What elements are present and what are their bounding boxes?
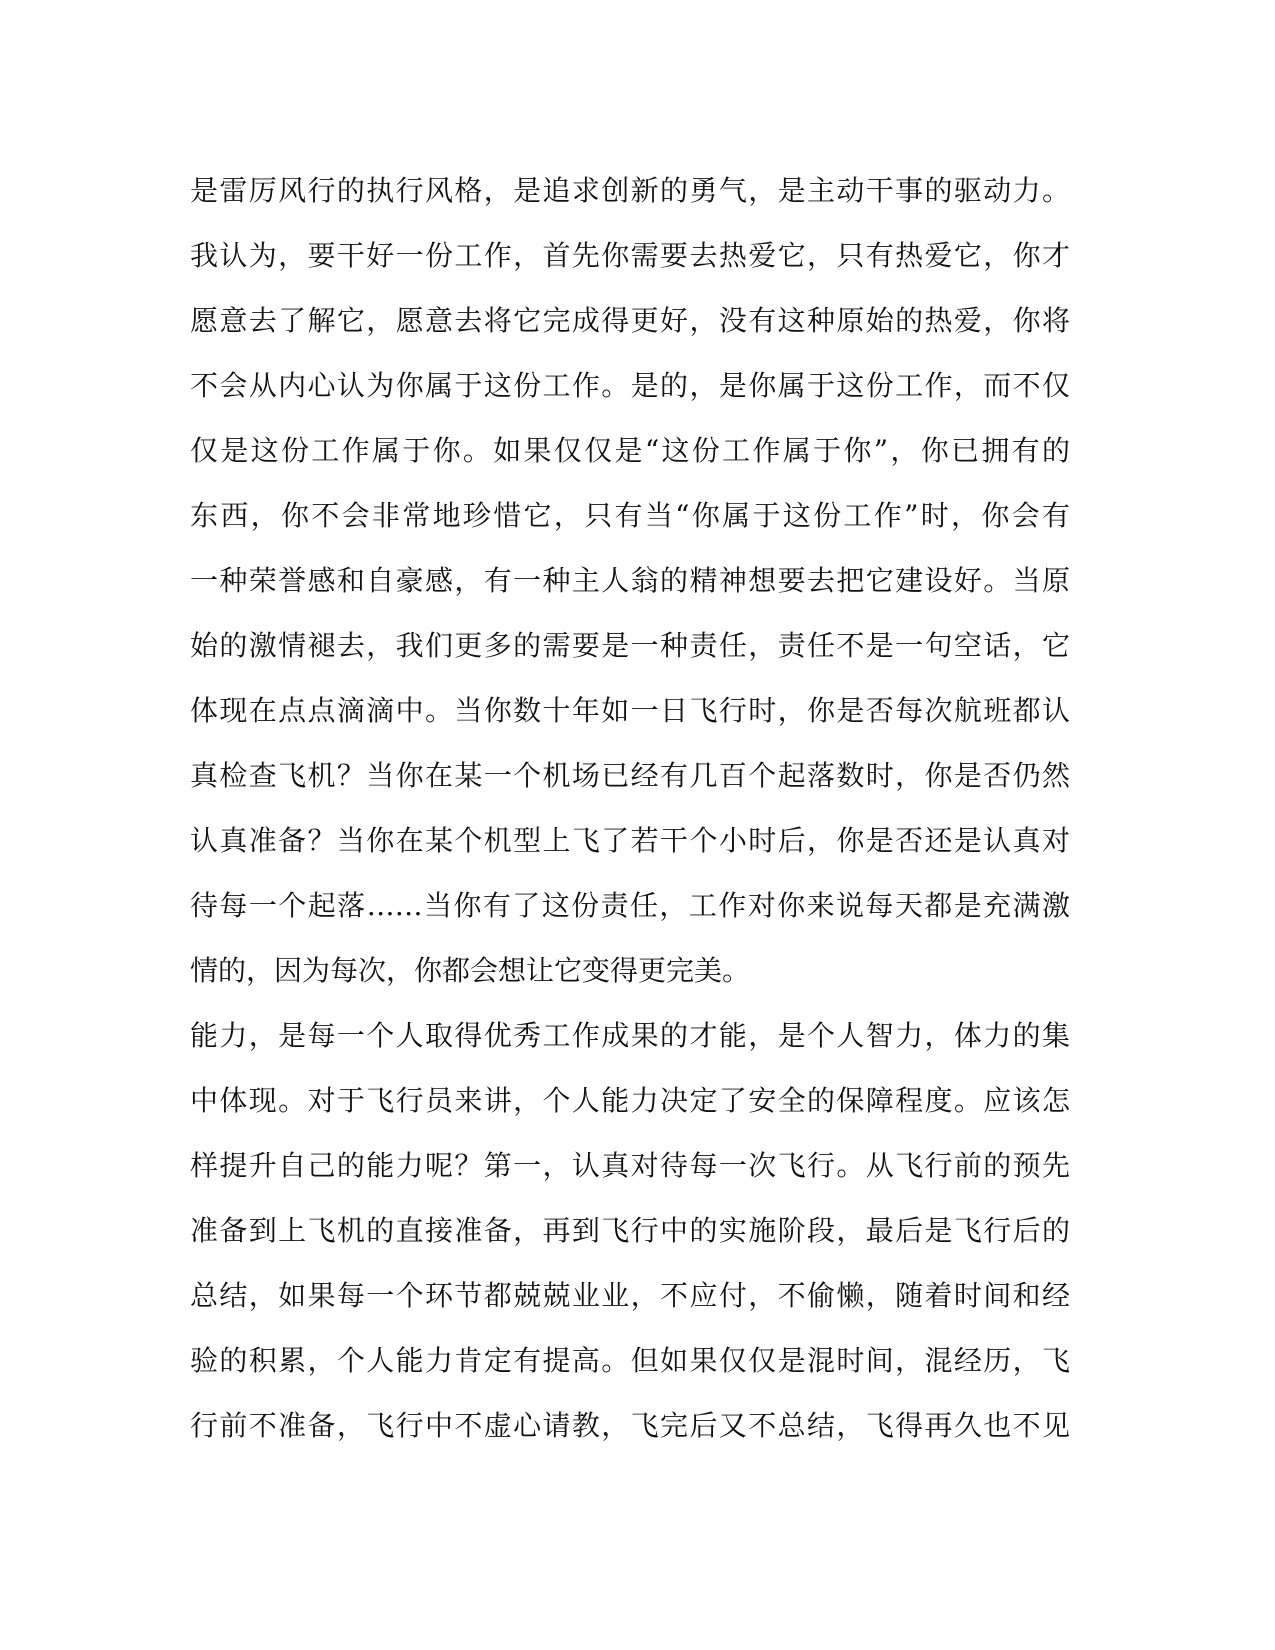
text-line: 真检查飞机？当你在某一个机场已经有几百个起落数时，你是否仍然: [190, 759, 1070, 792]
text-line: 仅是这份工作属于你。如果仅仅是“这份工作属于你”，你已拥有的: [190, 434, 1070, 467]
text-line: 一种荣誉感和自豪感，有一种主人翁的精神想要去把它建设好。当原: [190, 564, 1070, 597]
text-line: 样提升自己的能力呢？第一，认真对待每一次飞行。从飞行前的预先: [190, 1149, 1070, 1182]
text-line: 认真准备？当你在某个机型上飞了若干个小时后，你是否还是认真对: [190, 824, 1070, 857]
text-line: 是雷厉风行的执行风格，是追求创新的勇气，是主动干事的驱动力。: [190, 174, 1070, 207]
text-line: 情的，因为每次，你都会想让它变得更完美。: [190, 954, 751, 987]
text-line: 东西，你不会非常地珍惜它，只有当“你属于这份工作”时，你会有: [190, 499, 1070, 532]
text-line: 准备到上飞机的直接准备，再到飞行中的实施阶段，最后是飞行后的: [190, 1214, 1070, 1247]
text-line: 待每一个起落……当你有了这份责任，工作对你来说每天都是充满激: [190, 889, 1070, 922]
text-line: 愿意去了解它，愿意去将它完成得更好，没有这种原始的热爱，你将: [190, 304, 1070, 337]
text-line: 总结，如果每一个环节都兢兢业业，不应付，不偷懒，随着时间和经: [190, 1279, 1070, 1312]
text-line: 行前不准备，飞行中不虚心请教，飞完后又不总结，飞得再久也不见: [190, 1409, 1070, 1442]
text-line: 我认为，要干好一份工作，首先你需要去热爱它，只有热爱它，你才: [190, 239, 1070, 272]
text-line: 不会从内心认为你属于这份工作。是的，是你属于这份工作，而不仅: [190, 369, 1070, 402]
text-line: 体现在点点滴滴中。当你数十年如一日飞行时，你是否每次航班都认: [190, 694, 1070, 727]
text-line: 验的积累，个人能力肯定有提高。但如果仅仅是混时间，混经历，飞: [190, 1344, 1070, 1377]
text-line: 中体现。对于飞行员来讲，个人能力决定了安全的保障程度。应该怎: [190, 1084, 1070, 1117]
text-line: 始的激情褪去，我们更多的需要是一种责任，责任不是一句空话，它: [190, 629, 1070, 662]
text-line: 能力，是每一个人取得优秀工作成果的才能，是个人智力，体力的集: [190, 1019, 1070, 1052]
body-text: [190, 158, 1070, 1458]
